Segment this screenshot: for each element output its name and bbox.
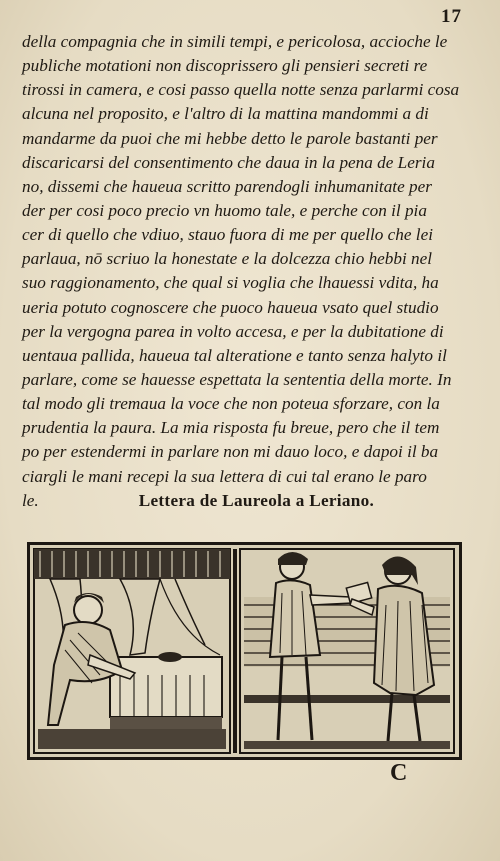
letter-caption: Lettera de Laureola a Leriano. [138, 490, 375, 510]
text-line: ueria potuto cognoscere che puoco haueua vsato quel studio [22, 297, 439, 317]
text-line: uentaua pallida, haueua tal alteratione e tanto senza halyto il [22, 345, 447, 365]
text-line: po per estendermi in parlare non mi dauo loco, e dapoi il ba [22, 442, 439, 462]
text-line: publiche motationi non discoprissero gli pensieri secreti re [22, 56, 428, 76]
text-line: der per cosi poco precio vn huomo tale, e perche con il pia [22, 200, 427, 220]
text-line: prudentia la paura. La mia risposta fu breue, pero che il tem [22, 418, 440, 438]
text-line: discaricarsi del consentimento che daua in la pena de Leria [22, 152, 435, 172]
text-line: suo raggionamento, che qual si voglia che lhauessi vdita, ha [22, 273, 439, 293]
text-line: ciargli le mani recepi la sua lettera di cui tal erano le paro [22, 466, 427, 486]
text-line: per la vergogna parea in volto accesa, e per la dubitatione di [22, 321, 444, 341]
text-line: parlaua, nō scriuo la honestate e la dolcezza chio hebbi nel [22, 249, 433, 269]
text-line: cer di quello che vdiuo, stauo fuora di me per quello che lei [22, 225, 433, 245]
text-line: tirossi in camera, e cosi passo quella notte senza parlarmi cosa [22, 80, 460, 100]
text-line: alcuna nel proposito, e l'altro di la mattina mandommi a di [22, 104, 429, 124]
body-text [22, 30, 467, 513]
woodcut-image [30, 545, 459, 757]
woodcut-illustration [27, 542, 462, 760]
page-number: 17 [441, 6, 462, 27]
signature-mark: C [390, 760, 408, 786]
caption-line [22, 489, 467, 513]
text-line: mandarme da puoi che mi hebbe detto le parole bastanti per [22, 128, 438, 148]
text-line: della compagnia che in simili tempi, e pericolosa, accioche le [22, 32, 448, 51]
last-line-lead: le. [22, 490, 39, 510]
text-line: tal modo gli tremaua la voce che non poteua sforzare, con la [22, 394, 440, 414]
text-line: parlare, come se hauesse espettata la sententia della morte. In [22, 369, 452, 389]
text-line: no, dissemi che haueua scritto parendogli inhumanitate per [22, 176, 432, 196]
